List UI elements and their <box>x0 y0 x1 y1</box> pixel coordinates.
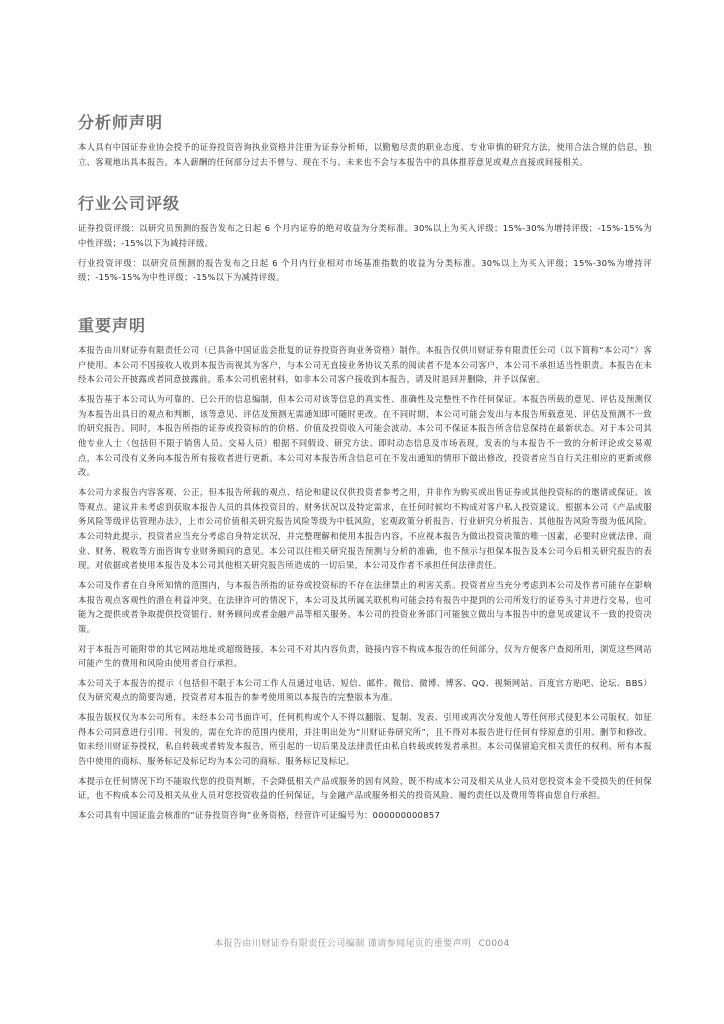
disclaimer-paragraph: 本提示在任何情况下均不能取代您的投资判断，不会降低相关产品或服务的固有风险，既不构成本公司及相关从业人员对您投资本金不受损失的任何保证，也不构成本公司及相关从业人员对您投资收益的任何保证，与金融产品或服务相关的投资风险、履约责任以及费用等将由您自行承担。 <box>78 775 652 801</box>
disclaimer-section <box>78 315 652 822</box>
license-number-paragraph: 本公司具有中国证监会核准的“证券投资咨询”业务资格，经营许可证编号为：000000000857 <box>78 809 441 820</box>
page-footer <box>0 936 724 949</box>
disclaimer-title: 重要声明 <box>78 316 147 336</box>
disclosure-content <box>78 112 652 822</box>
disclaimer-paragraph: 本公司关于本报告的提示（包括但不限于本公司工作人员通过电话、短信、邮件、微信、微博、博客、QQ、视频网站、百度官方贴吧、论坛、BBS）仅为研究观点的简要沟通，投资者对本报告的参考使用须以本报告的完整版本为准。 <box>78 677 652 703</box>
analyst-statement-paragraph: 本人具有中国证券业协会授予的证券投资咨询执业资格并注册为证券分析师，以勤勉尽责的职业态度、专业审慎的研究方法，使用合法合规的信息，独立、客观地出具本报告。本人薪酬的任何部分过去不曾与、现在不与、未来也不会与本报告中的具体推荐意见或观点直接或间接相关。 <box>78 142 652 167</box>
rating-title: 行业公司评级 <box>78 194 181 214</box>
disclaimer-paragraph: 本报告由川财证券有限责任公司（已具备中国证监会批复的证券投资咨询业务资格）制作。本报告仅供川财证券有限责任公司（以下简称“本公司”）客户使用。本公司不因接收人收到本报告而视其为客户，与本公司无直接业务协议关系的阅读者不是本公司客户，本公司不承担适当性职责。本报告在未经本公司公开披露或者同意披露前，系本公司机密材料，如非本公司客户接收到本报告，请及时退回并删除，并予以保密。 <box>78 345 652 385</box>
disclaimer-paragraph: 本公司及作者在自身所知情的范围内，与本报告所指的证券或投资标的不存在法律禁止的利害关系。投资者应当充分考虑到本公司及作者可能存在影响本报告观点客观性的潜在利益冲突。在法律许可的情况下，本公司及其所属关联机构可能会持有报告中提到的公司所发行的证券头寸并进行交易，也可能为之提供或者争取提供投资银行、财务顾问或者金融产品等相关服务。本公司的投资业务部门可能独立做出与本报告中的意见或建议不一致的投资决策。 <box>78 579 652 635</box>
disclaimer-paragraph: 本报告基于本公司认为可靠的、已公开的信息编制，但本公司对该等信息的真实性、准确性及完整性不作任何保证。本报告所载的意见、评估及预测仅为本报告出具日的观点和判断，该等意见、评估及预测无需通知即可随时更改。在不同时期，本公司可能会发出与本报告所载意见、评估及预测不一致的研究报告。同时，本报告所指的证券或投资标的的价格、价值及投资收入可能会波动。本公司不保证本报告所含信息保持在最新状态。对于本公司其他专业人士（包括但不限于销售人员、交易人员）根据不同假设、研究方法、即时动态信息及市场表现，发表的与本报告不一致的分析评论或交易观点，本公司没有义务向本报告所有接收者进行更新。本公司对本报告所含信息可在不发出通知的情形下做出修改，投资者应当自行关注相应的更新或修改。 <box>78 393 652 478</box>
rating-section <box>78 193 652 285</box>
page-code: C0004 <box>478 939 510 949</box>
footer-text: 本报告由川财证券有限责任公司编制 谨请参阅尾页的重要声明 <box>214 939 472 949</box>
disclaimer-paragraph: 本公司力求报告内容客观、公正，但本报告所载的观点、结论和建议仅供投资者参考之用，并非作为购买或出售证券或其他投资标的的邀请或保证。该等观点、建议并未考虑到获取本报告人员的具体投资目的、财务状况以及特定需求，在任何时候均不构成对客户私人投资建议。根据本公司《产品或服务风险等级评估管理办法》，上市公司价值相关研究报告风险等级为中低风险，宏观政策分析报告、行业研究分析报告、其他报告风险等级为低风险。本公司特此提示，投资者应当充分考虑自身特定状况，并完整理解和使用本报告内容，不应视本报告为做出投资决策的唯一因素，必要时应就法律、商业、财务、税收等方面咨询专业财务顾问的意见。本公司以往相关研究报告预测与分析的准确，也不预示与担保本报告及本公司今后相关研究报告的表现。对依据或者使用本报告及本公司其他相关研究报告所造成的一切后果，本公司及作者不承担任何法律责任。 <box>78 486 652 571</box>
disclaimer-paragraph: 对于本报告可能附带的其它网站地址或超级链接，本公司不对其内容负责，链接内容不构成本报告的任何部分，仅为方便客户查阅所用，浏览这些网站可能产生的费用和风险由使用者自行承担。 <box>78 643 652 669</box>
industry-rating-paragraph: 行业投资评级：以研究员预测的报告发布之日起 6 个月内行业相对市场基准指数的收益为分类标准。30%以上为买入评级；15%-30%为增持评级；-15%-15%为中性评级；-15%以下为减持评级。 <box>78 257 652 283</box>
disclaimer-paragraph: 本报告版权仅为本公司所有。未经本公司书面许可，任何机构或个人不得以翻版、复制、发表、引用或再次分发他人等任何形式侵犯本公司版权。如征得本公司同意进行引用、刊发的，需在允许的范围内使用，并注明出处为“川财证券研究所”，且不得对本报告进行任何有悖原意的引用、删节和修改。如未经川财证券授权，私自转载或者转发本报告，所引起的一切后果及法律责任由私自转载或转发者承担。本公司保留追究相关责任的权利。所有本报告中使用的商标、服务标记及标记均为本公司的商标、服务标记及标记。 <box>78 711 652 767</box>
security-rating-paragraph: 证券投资评级：以研究员预测的报告发布之日起 6 个月内证券的绝对收益为分类标准。30%以上为买入评级；15%-30%为增持评级；-15%-15%为中性评级；-15%以下为减持评级。 <box>78 223 652 249</box>
analyst-statement-title: 分析师声明 <box>78 113 164 132</box>
analyst-statement-section <box>78 112 652 169</box>
